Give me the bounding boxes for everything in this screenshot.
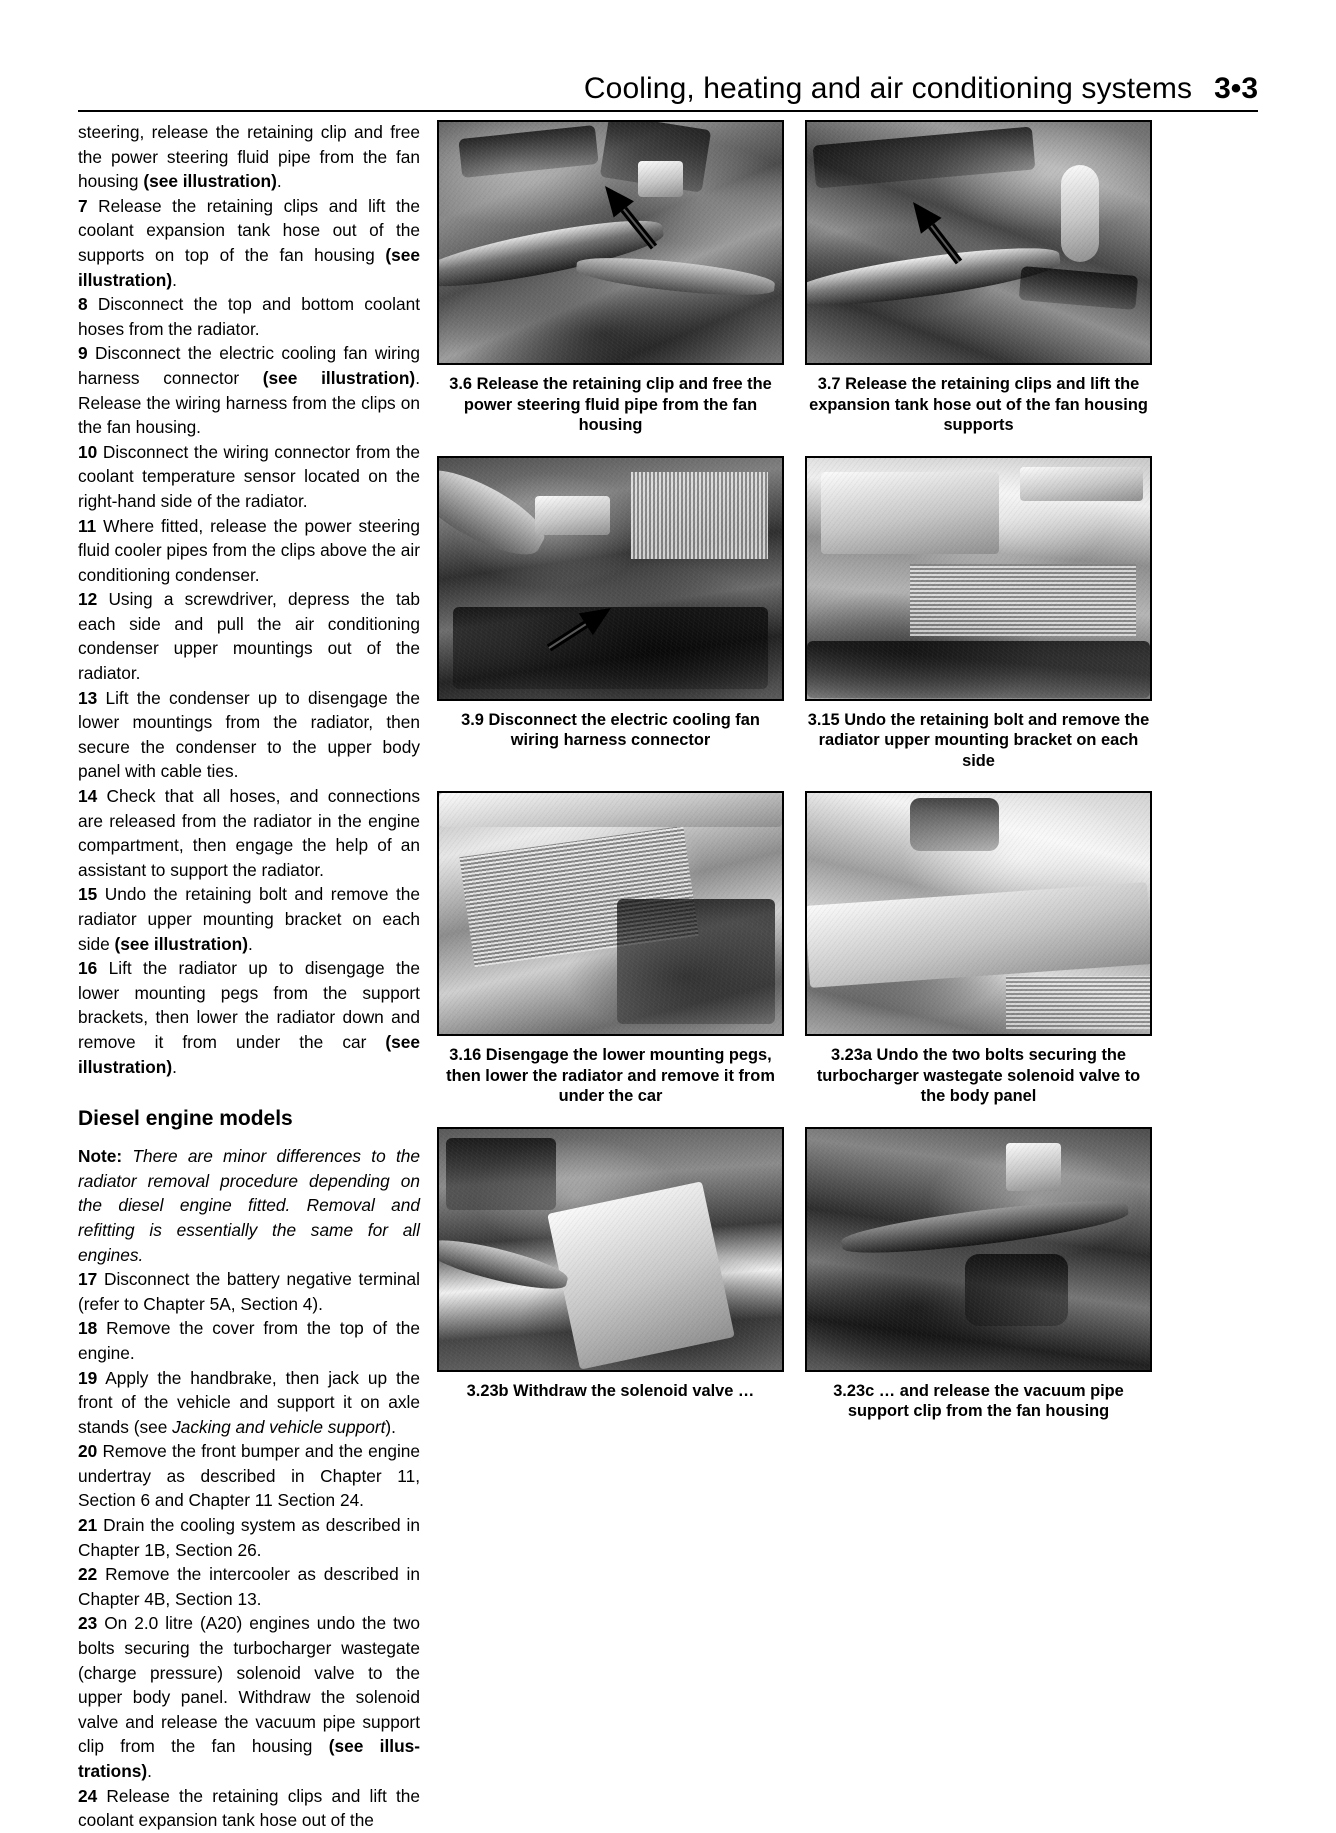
step-text-run: Remove the front bumper and the engine undertray as described in Chapter 11, Section 6 and Chapter 11 Section 24. [78,1441,420,1511]
step-text-run: Apply the handbrake, then jack up the front of the vehicle and support it on axle stands (see [78,1367,420,1437]
step-text-run: (see illustration) [78,1031,420,1077]
step-text-run: (see illustration) [78,244,420,290]
step-text-run: Lift the radiator up to disengage the lower mounting pegs from the support brackets, then lower the radiator down and remove it from under the car [78,958,420,1052]
figure [437,120,784,456]
step-paragraph [78,587,420,685]
step-number: 24 [78,1785,98,1806]
photo-grain-overlay [807,793,1150,1034]
step-paragraph [78,1316,420,1365]
step-number: 13 [78,687,98,708]
figure-photo [805,456,1152,701]
step-number: 14 [78,786,98,807]
step-text-run: Undo the retaining bolt and remove the radiator upper mounting bracket on each side [78,884,420,954]
photo-grain-overlay [807,1129,1150,1370]
step-text-run: . [172,1056,177,1077]
figure-caption: 3.15 Undo the retaining bolt and remove the radiator upper mounting bracket on each side [807,710,1150,770]
note-paragraph [78,1144,420,1267]
step-text-run: ). [385,1416,396,1437]
step-number: 21 [78,1515,98,1536]
figure-photo [437,456,784,701]
figure-grid [437,120,1258,1442]
step-text-run: Check that all hoses, and connections are released from the radiator in the engine compartment, then engage the help of an assistant to support the radiator. [78,786,420,880]
step-text-run: Release the retaining clips and lift the coolant expansion tank hose out of the supports on top of the fan housing [78,195,420,265]
step-paragraph [78,1513,420,1562]
step-paragraph [78,1267,420,1316]
step-text-run: steering, release the retaining clip and free the power steering fluid pipe from the fan housing [78,122,420,192]
figure-photo [437,1127,784,1372]
step-paragraph [78,292,420,341]
step-text-run: (see illustration) [143,171,277,192]
section-subheading: Diesel engine models [78,1107,293,1131]
step-number: 8 [78,294,88,315]
step-paragraph [78,686,420,784]
figure [805,456,1152,792]
annotation-arrow-icon [439,458,782,699]
step-text-run: Disconnect the top and bottom coolant hoses from the radiator. [78,294,420,339]
figure-caption: 3.9 Disconnect the electric cooling fan wiring harness connector [461,710,760,749]
step-paragraph [78,1784,420,1833]
procedure-steps-petrol [78,120,420,1079]
figure-photo [805,120,1152,365]
annotation-arrow-icon [439,122,782,363]
figure-photo [805,791,1152,1036]
step-text-run: . [248,933,253,954]
figure [805,120,1152,456]
figure-caption: 3.23a Undo the two bolts securing the turbocharger wastegate solenoid valve to the body panel [816,1046,1141,1105]
step-paragraph [78,341,420,439]
step-paragraph [78,194,420,292]
step-text-run: On 2.0 litre (A20) engines undo the two bolts securing the turbocharger wastegate (charge pressure) solenoid valve to the upper body panel. Withdraw the solenoid valve and release the vacuum pipe support clip from the fan housing [78,1613,420,1757]
step-text-run: (see illustration) [114,933,248,954]
step-number: 10 [78,441,98,462]
figure [437,1127,784,1442]
step-text-run: (see illustration) [262,367,416,388]
note-text: There are minor differences to the radiator removal procedure depending on the diesel engine fitted. Removal and refitting is essentially the same for all engines. [78,1146,420,1265]
page-header [78,44,1258,106]
figure-photo [805,1127,1152,1372]
procedure-steps-diesel [78,1267,420,1833]
step-text-run: Disconnect the battery negative terminal (refer to Chapter 5A, Section 4). [78,1269,420,1314]
step-number: 19 [78,1367,98,1388]
figure-photo [437,791,784,1036]
step-number: 23 [78,1613,98,1634]
figure [805,1127,1152,1442]
step-paragraph [78,440,420,514]
step-text-run: Drain the cooling system as described in Chapter 1B, Section 26. [78,1515,420,1560]
step-text-run: Where fitted, release the power steering fluid cooler pipes from the clips above the air conditioning condenser. [78,515,420,585]
step-paragraph [78,882,420,956]
step-text-run: . [172,269,177,290]
figure-caption: 3.23c … and release the vacuum pipe support clip from the fan housing [833,1381,1124,1420]
step-text-run: Jacking and vehicle support [172,1416,386,1437]
step-number: 9 [78,343,88,364]
step-number: 18 [78,1318,98,1339]
figure [437,791,784,1127]
step-text-run: Release the retaining clips and lift the coolant expansion tank hose out of the [78,1785,420,1831]
step-number: 12 [78,589,98,610]
text-column [78,120,420,1833]
page-folio: 3•3 [1214,72,1258,105]
step-paragraph [78,1439,420,1513]
photo-grain-overlay [807,458,1150,699]
step-number: 17 [78,1269,98,1290]
step-text-run: Disconnect the electric cooling fan wiring harness connector [78,343,420,388]
photo-grain-overlay [439,1129,782,1370]
step-number: 11 [78,515,97,536]
step-number: 15 [78,884,98,905]
step-text-run: Remove the intercooler as described in Chapter 4B, Section 13. [78,1564,420,1609]
figure-caption: 3.6 Release the retaining clip and free the power steering fluid pipe from the fan housing [449,375,772,434]
figure-caption: 3.7 Release the retaining clips and lift the expansion tank hose out of the fan housing supports [809,375,1148,434]
figure-caption: 3.23b Withdraw the solenoid valve … [466,1381,755,1400]
step-number: 22 [78,1564,98,1585]
header-divider [78,110,1258,112]
step-text-run: . [276,171,282,192]
step-text-run: . Release the wiring harness from the clips on the fan housing. [78,367,420,438]
annotation-arrow-icon [807,122,1150,363]
figure [437,456,784,792]
step-paragraph [78,956,420,1079]
step-paragraph [78,1562,420,1611]
step-text-run: Remove the cover from the top of the engine. [78,1318,420,1363]
step-number: 16 [78,958,98,979]
step-number: 7 [78,195,88,216]
figure-photo [437,120,784,365]
step-paragraph [78,120,420,194]
figure [805,791,1152,1127]
step-text-run: Disconnect the wiring connector from the coolant temperature sensor located on the right-hand side of the radiator. [78,441,420,511]
step-paragraph [78,784,420,882]
step-paragraph [78,1366,420,1440]
figure-caption: 3.16 Disengage the lower mounting pegs, then lower the radiator and remove it from under the car [446,1046,775,1105]
step-text-run: Lift the condenser up to disengage the lower mountings from the radiator, then secure the condenser to the upper body panel with cable ties. [78,687,420,782]
step-paragraph [78,1611,420,1783]
step-paragraph [78,514,420,588]
step-text-run: . [147,1761,152,1781]
page-title: Cooling, heating and air conditioning systems [583,72,1193,105]
step-text-run: (see illus-trations) [78,1736,420,1781]
figures-column [437,120,1258,1442]
step-number: 20 [78,1441,98,1462]
note-label: Note: [78,1146,123,1167]
photo-grain-overlay [439,793,782,1034]
step-text-run: Using a screwdriver, depress the tab each side and pull the air conditioning condenser upper mountings out of the radiator. [78,589,420,684]
